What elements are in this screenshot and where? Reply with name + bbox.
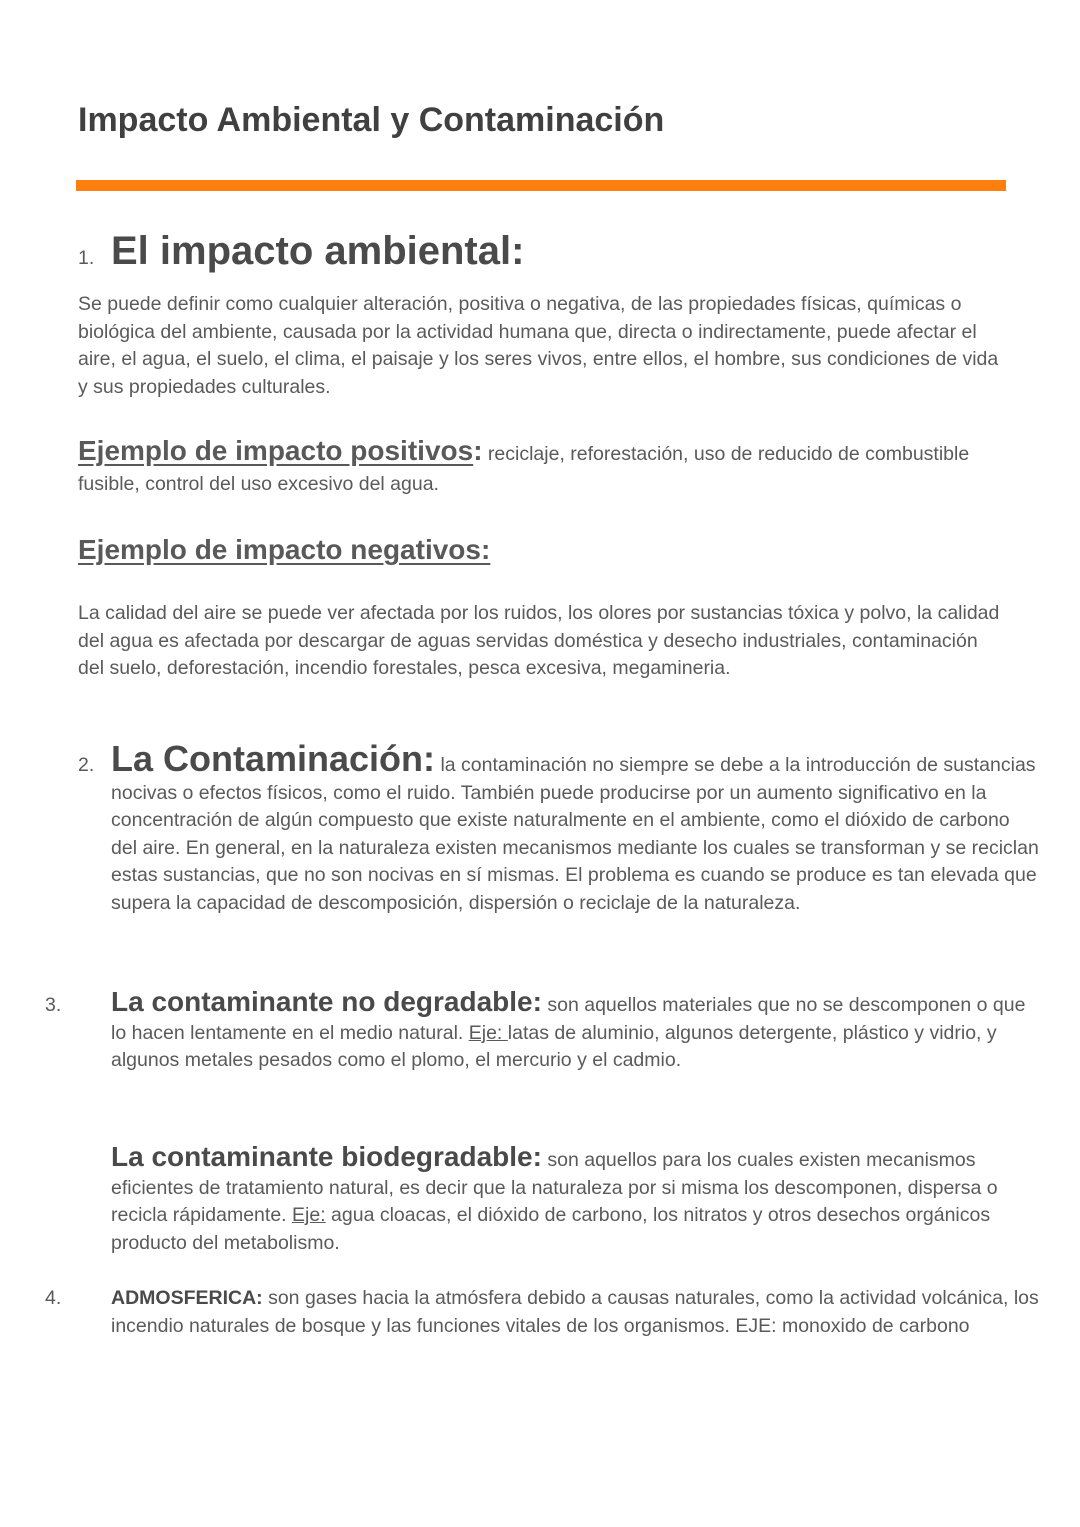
section-3-title: La contaminante no degradable: <box>111 986 542 1017</box>
section-1-number: 1. <box>78 247 95 269</box>
positive-examples <box>78 436 1008 499</box>
section-4 <box>45 1285 1041 1340</box>
section-3-text-b: latas de aluminio, algunos detergente, plástico y vidrio, y algunos metales pesados como el plomo, el mercurio y el cadmio. <box>111 1021 997 1071</box>
section-3-text-a: son aquellos materiales que no se descomponen o que lo hacen lentamente en el medio natural. <box>111 994 1026 1044</box>
document-title: Impacto Ambiental y Contaminación <box>78 101 665 139</box>
section-4-text: son gases hacia la atmósfera debido a causas naturales, como la actividad volcánica, los incendio naturales de bosque y las funciones vitales de los organismos. EJE: monoxido de carbono <box>111 1287 1039 1337</box>
section-3b-text-a: son aquellos para los cuales existen mecanismos eficientes de tratamiento natural, es decir que la naturaleza por si misma los descomponen, dispersa o recicla rápidamente. <box>111 1149 998 1226</box>
section-3b-eje: Eje: <box>292 1204 326 1226</box>
section-3b <box>111 1143 1008 1257</box>
negative-examples-heading-row <box>78 533 1008 570</box>
section-4-number: 4. <box>45 1287 62 1309</box>
positive-examples-text: reciclaje, reforestación, uso de reducido de combustible fusible, control del uso excesivo del agua. <box>78 443 970 495</box>
section-3b-text-b: agua cloacas, el dióxido de carbono, los nitratos y otros desechos orgánicos producto del metabolismo. <box>111 1204 991 1254</box>
negative-examples-heading: Ejemplo de impacto negativos: <box>78 534 491 565</box>
section-1-heading <box>78 226 1008 283</box>
section-3-eje: Eje: <box>468 1021 508 1044</box>
positive-examples-colon: : <box>473 435 483 466</box>
section-2-text: la contaminación no siempre se debe a la introducción de sustancias nocivas o efectos físicos, como el ruido. También puede producirse por un aumento significativo en la concentración de algún compuesto que existe naturalmente en el ambiente, como el dióxido de carbono del aire. En general, en la naturaleza existen mecanismos mediante los cuales se transforman y se reciclan estas sustancias, que no son nocivas en sí mismas. El problema es cuando se produce es tan elevada que supera la capacidad de descomposición, dispersión o reciclaje de la naturaleza. <box>111 754 1039 914</box>
section-3b-title: La contaminante biodegradable: <box>111 1141 542 1172</box>
section-3-number: 3. <box>45 994 62 1016</box>
section-2-number: 2. <box>78 754 95 776</box>
section-3 <box>45 986 1041 1075</box>
section-2-title: La Contaminación: <box>111 738 436 779</box>
positive-examples-heading: Ejemplo de impacto positivos <box>78 435 474 466</box>
section-2 <box>78 738 1041 917</box>
title-divider <box>76 180 1006 191</box>
section-1-title: El impacto ambiental: <box>111 229 525 273</box>
negative-examples-text: La calidad del aire se puede ver afectada por los ruidos, los olores por sustancias tóxica y polvo, la calidad del agua es afectada por descargar de aguas servidas doméstica y desecho industriales, contaminación del suelo, deforestación, incendio forestales, pesca excesiva, megamineria. <box>78 602 1000 679</box>
section-4-title: ADMOSFERICA: <box>111 1287 263 1309</box>
section-1-body: Se puede definir como cualquier alteración, positiva o negativa, de las propiedades físicas, químicas o biológica del ambiente, causada por la actividad humana que, directa o indirectamente, puede afectar el aire, el agua, el suelo, el clima, el paisaje y los seres vivos, entre ellos, el hombre, sus condiciones de vida y sus propiedades culturales. <box>78 293 999 398</box>
